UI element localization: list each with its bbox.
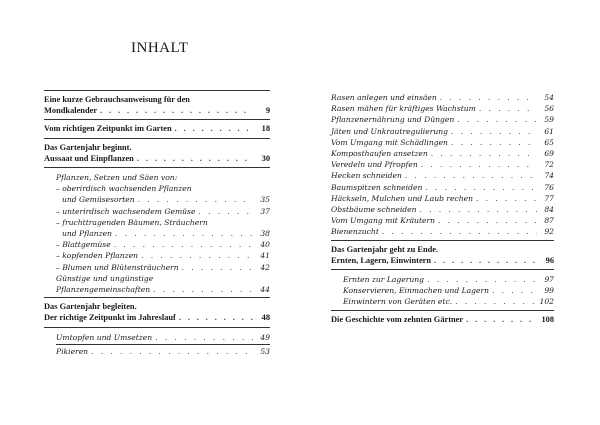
- leader-dots: [115, 228, 253, 239]
- toc-entry[interactable]: [331, 126, 554, 137]
- toc-entry-text: Pikieren: [56, 346, 89, 356]
- page-number: 44: [260, 285, 270, 295]
- toc-entry[interactable]: [44, 332, 270, 343]
- toc-entry-text: und Gemüsesorten: [62, 195, 135, 205]
- toc-entry[interactable]: [331, 285, 554, 296]
- toc-section-title: Das Gartenjahr beginnt.: [44, 142, 132, 152]
- toc-section-title: Vom richtigen Zeitpunkt im Garten: [44, 124, 172, 134]
- page-number: 35: [260, 195, 270, 205]
- toc-entry[interactable]: [331, 215, 554, 226]
- leader-dots: [382, 226, 537, 237]
- page-number: 84: [544, 205, 554, 215]
- toc-entry-text: Komposthaufen ansetzen: [331, 149, 428, 159]
- toc-entry[interactable]: [44, 239, 270, 250]
- page-number: 65: [544, 137, 554, 147]
- toc-entry[interactable]: [44, 273, 270, 295]
- leader-dots: [138, 194, 253, 205]
- toc-entry-text: – Blattgemüse: [56, 240, 111, 250]
- toc-entry-text: Pflanzengemeinschaften: [56, 285, 151, 295]
- toc-entry[interactable]: [331, 226, 554, 237]
- toc-subgroup: [331, 92, 554, 238]
- toc-entry[interactable]: [44, 250, 270, 261]
- toc-entry[interactable]: [331, 182, 554, 193]
- toc-entry-text: Vom Umgang mit Schädlingen: [331, 137, 448, 147]
- page-number: 56: [544, 104, 554, 114]
- page-number: 30: [261, 153, 270, 163]
- leader-dots: [492, 285, 537, 296]
- toc-section[interactable]: [44, 120, 270, 137]
- leader-dots: [153, 284, 253, 295]
- toc-right-column: [331, 90, 554, 328]
- page-number: 59: [544, 115, 554, 125]
- toc-section-title: Mondkalender: [44, 106, 98, 116]
- toc-subgroup: [331, 274, 554, 308]
- toc-section-title: Der richtige Zeitpunkt im Jahreslauf: [44, 313, 176, 323]
- toc-entry-text: Pflanzenernährung und Düngen: [331, 115, 455, 125]
- toc-entry-text: Veredeln und Pfropfen: [331, 160, 418, 170]
- toc-entry[interactable]: [331, 274, 554, 285]
- leader-dots: [420, 204, 537, 215]
- leader-dots: [405, 170, 537, 181]
- toc-entry-text: – kopfenden Pflanzen: [56, 251, 139, 261]
- divider: [331, 269, 554, 270]
- toc-entry-text: Hecken schneiden: [331, 171, 402, 181]
- page-title: INHALT: [131, 40, 189, 56]
- toc-subgroup: [44, 172, 270, 295]
- leader-dots: [427, 274, 537, 285]
- page-number: 108: [541, 314, 554, 324]
- page-number: 77: [544, 193, 554, 203]
- leader-dots: [155, 332, 253, 343]
- page-number: 53: [260, 346, 270, 356]
- toc-entry-text: und Pflanzen: [62, 229, 113, 239]
- toc-entry-text: Einwintern von Geräten etc.: [343, 297, 453, 307]
- page-number: 92: [544, 227, 554, 237]
- divider: [44, 167, 270, 168]
- leader-dots: [479, 103, 537, 114]
- toc-entry[interactable]: [44, 206, 270, 217]
- leader-dots: [421, 159, 537, 170]
- toc-entry[interactable]: [44, 346, 270, 357]
- toc-entry-text: Häckseln, Mulchen und Laub rechen: [331, 193, 474, 203]
- leader-dots: [440, 92, 537, 103]
- toc-entry-text: Obstbäume schneiden: [331, 205, 417, 215]
- toc-entry-text: Günstige und ungünstige: [56, 273, 154, 283]
- divider: [44, 327, 270, 328]
- page-number: 54: [544, 93, 554, 102]
- leader-dots: [182, 262, 253, 273]
- toc-section[interactable]: [44, 298, 270, 326]
- toc-section-title: Das Gartenjahr begleiten.: [44, 302, 137, 312]
- toc-section-title: Aussaat und Einpflanzen: [44, 153, 134, 163]
- toc-entry[interactable]: [331, 103, 554, 114]
- toc-section[interactable]: [44, 139, 270, 167]
- page-number: 96: [545, 255, 554, 265]
- toc-section-title: Eine kurze Gebrauchsanweisung für den: [44, 95, 190, 104]
- toc-entry-text: Umtopfen und Umsetzen: [56, 332, 153, 342]
- leader-dots: [457, 114, 537, 125]
- leader-dots: [451, 137, 537, 148]
- toc-entry[interactable]: [331, 170, 554, 181]
- page-number: 76: [544, 182, 554, 192]
- page-number: 38: [260, 229, 270, 239]
- toc-entry[interactable]: [331, 137, 554, 148]
- leader-dots: [438, 215, 537, 226]
- page-number: 74: [544, 171, 554, 181]
- page-number: 97: [544, 275, 554, 285]
- leader-dots: [451, 126, 537, 137]
- toc-entry-text: – Blumen und Blütensträuchern: [56, 262, 179, 272]
- leader-dots: [466, 314, 537, 325]
- leader-dots: [431, 148, 537, 159]
- toc-entry-text: Rasen mähen für kräftiges Wachstum: [331, 104, 476, 114]
- page-number: 48: [261, 313, 270, 323]
- toc-section-title: Das Gartenjahr geht zu Ende.: [331, 244, 439, 254]
- toc-entry-text: Vom Umgang mit Kräutern: [331, 216, 436, 226]
- toc-section[interactable]: [331, 311, 554, 328]
- page-number: 49: [260, 332, 270, 342]
- page-number: 102: [539, 297, 554, 307]
- leader-dots: [100, 105, 253, 116]
- page-number: 69: [544, 149, 554, 159]
- leader-dots: [455, 296, 536, 307]
- toc-entry-text: – fruchttragenden Bäumen, Sträuchern: [56, 217, 208, 227]
- leader-dots: [198, 206, 253, 217]
- toc-entry[interactable]: [331, 204, 554, 215]
- toc-entry-text: – unterirdisch wachsendem Gemüse: [56, 206, 196, 216]
- toc-entry[interactable]: [331, 148, 554, 159]
- page-number: 42: [260, 262, 270, 272]
- page-number: 37: [260, 206, 270, 216]
- toc-section-title: Ernten, Lagern, Einwintern: [331, 255, 432, 265]
- toc-section-title: Die Geschichte vom zehnten Gärtner: [331, 314, 464, 324]
- toc-entry[interactable]: [44, 183, 270, 205]
- toc-entry-text: Rasen anlegen und einsäen: [331, 93, 437, 102]
- toc-entry-text: Konservieren, Einmachen und Lagern: [343, 286, 490, 296]
- page-number: 72: [544, 160, 554, 170]
- toc-subgroup: [44, 332, 270, 357]
- page-number: 18: [261, 124, 270, 134]
- toc-entry-text: Bienenzucht: [331, 227, 379, 237]
- toc-intro-text: Pflanzen, Setzen und Säen von:: [56, 173, 178, 183]
- page-number: 61: [544, 126, 554, 136]
- page-number: 9: [265, 106, 270, 116]
- leader-dots: [91, 346, 253, 357]
- toc-entry-text: Ernten zur Lagerung: [343, 275, 425, 285]
- leader-dots: [179, 312, 253, 323]
- toc-section[interactable]: [44, 91, 270, 119]
- page-number: 40: [260, 240, 270, 250]
- toc-entry[interactable]: [331, 92, 554, 103]
- toc-entry[interactable]: [331, 193, 554, 204]
- toc-left-column: [44, 90, 270, 359]
- leader-dots: [476, 193, 537, 204]
- page-number: 87: [544, 216, 554, 226]
- leader-dots: [137, 153, 253, 164]
- toc-entry[interactable]: [44, 217, 270, 239]
- page-number: 41: [260, 251, 270, 261]
- leader-dots: [114, 239, 253, 250]
- toc-entry[interactable]: [331, 114, 554, 125]
- toc-entry-text: – oberirdisch wachsenden Pflanzen: [56, 184, 192, 194]
- leader-dots: [175, 123, 253, 134]
- toc-entry-text: Jäten und Unkrautregulierung: [331, 126, 448, 136]
- divider: [56, 344, 270, 345]
- leader-dots: [141, 250, 253, 261]
- toc-entry-text: Baumspitzen schneiden: [331, 182, 423, 192]
- toc-section[interactable]: [331, 241, 554, 269]
- toc-entry[interactable]: [44, 262, 270, 273]
- toc-entry[interactable]: [331, 159, 554, 170]
- toc-entry[interactable]: [331, 296, 554, 307]
- leader-dots: [434, 255, 537, 266]
- page-number: 99: [544, 286, 554, 296]
- leader-dots: [425, 182, 537, 193]
